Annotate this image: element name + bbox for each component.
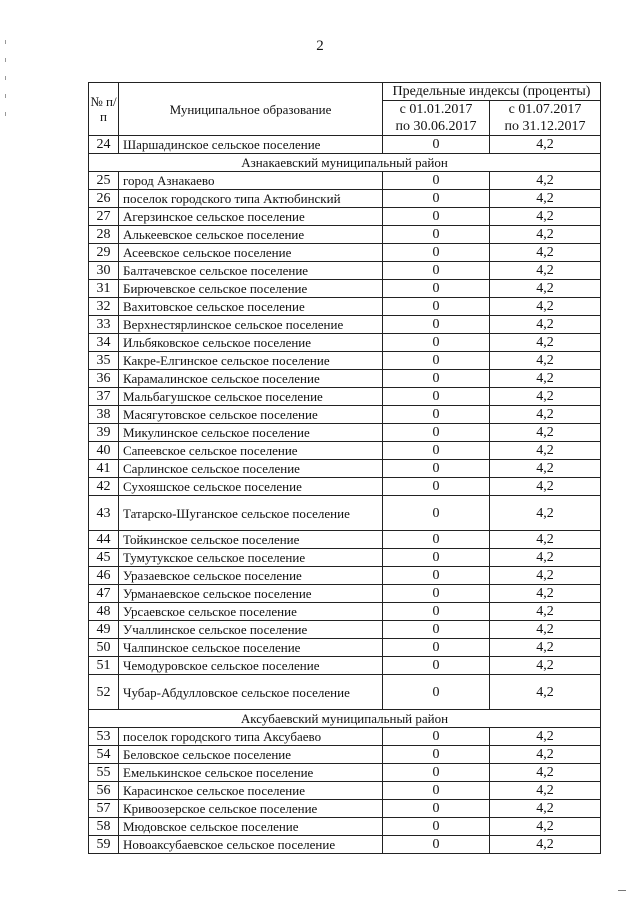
municipality-name: Асеевское сельское поселение [119, 244, 383, 262]
municipality-name: Шаршадинское сельское поселение [119, 136, 383, 154]
index-period-1: 0 [383, 746, 490, 764]
index-period-2: 4,2 [490, 208, 601, 226]
municipality-name: поселок городского типа Аксубаево [119, 728, 383, 746]
index-period-2: 4,2 [490, 424, 601, 442]
index-period-1: 0 [383, 549, 490, 567]
municipality-name: город Азнакаево [119, 172, 383, 190]
index-period-1: 0 [383, 316, 490, 334]
row-number: 25 [89, 172, 119, 190]
table-row [89, 388, 601, 406]
index-period-2: 4,2 [490, 316, 601, 334]
table-row [89, 818, 601, 836]
table-row [89, 675, 601, 710]
municipality-name: Ильбяковское сельское поселение [119, 334, 383, 352]
index-period-2: 4,2 [490, 406, 601, 424]
index-period-2: 4,2 [490, 136, 601, 154]
index-period-2: 4,2 [490, 746, 601, 764]
municipality-name: Татарско-Шуганское сельское поселение [119, 496, 383, 531]
index-period-2: 4,2 [490, 190, 601, 208]
index-period-1: 0 [383, 567, 490, 585]
table-row [89, 836, 601, 854]
table-row [89, 208, 601, 226]
row-number: 42 [89, 478, 119, 496]
table-row [89, 262, 601, 280]
row-number: 47 [89, 585, 119, 603]
index-period-2: 4,2 [490, 549, 601, 567]
index-period-1: 0 [383, 478, 490, 496]
table-row [89, 172, 601, 190]
municipality-name: Чубар-Абдулловское сельское поселение [119, 675, 383, 710]
municipality-name: Чемодуровское сельское поселение [119, 657, 383, 675]
index-period-1: 0 [383, 442, 490, 460]
table-row [89, 639, 601, 657]
index-period-2: 4,2 [490, 531, 601, 549]
row-number: 49 [89, 621, 119, 639]
municipality-name: Какре-Елгинское сельское поселение [119, 352, 383, 370]
index-period-1: 0 [383, 460, 490, 478]
index-period-2: 4,2 [490, 352, 601, 370]
index-period-1: 0 [383, 172, 490, 190]
index-period-2: 4,2 [490, 836, 601, 854]
table-row [89, 298, 601, 316]
row-number: 32 [89, 298, 119, 316]
header-num: № п/п [89, 83, 119, 136]
index-period-2: 4,2 [490, 334, 601, 352]
row-number: 36 [89, 370, 119, 388]
row-number: 45 [89, 549, 119, 567]
index-period-1: 0 [383, 621, 490, 639]
municipality-name: Тойкинское сельское поселение [119, 531, 383, 549]
row-number: 27 [89, 208, 119, 226]
index-period-2: 4,2 [490, 800, 601, 818]
row-number: 34 [89, 334, 119, 352]
row-number: 24 [89, 136, 119, 154]
row-number: 57 [89, 800, 119, 818]
row-number: 58 [89, 818, 119, 836]
table-row [89, 603, 601, 621]
index-period-1: 0 [383, 728, 490, 746]
header-period-2-to: по 31.12.2017 [504, 119, 586, 134]
table-row [89, 406, 601, 424]
index-period-2: 4,2 [490, 172, 601, 190]
index-period-1: 0 [383, 496, 490, 531]
index-period-2: 4,2 [490, 442, 601, 460]
index-period-1: 0 [383, 585, 490, 603]
index-period-2: 4,2 [490, 280, 601, 298]
index-period-1: 0 [383, 370, 490, 388]
row-number: 43 [89, 496, 119, 531]
table-row [89, 244, 601, 262]
municipality-name: Мюдовское сельское поселение [119, 818, 383, 836]
index-period-2: 4,2 [490, 585, 601, 603]
index-period-1: 0 [383, 782, 490, 800]
municipality-name: Балтачевское сельское поселение [119, 262, 383, 280]
index-period-1: 0 [383, 818, 490, 836]
row-number: 40 [89, 442, 119, 460]
index-period-1: 0 [383, 603, 490, 621]
row-number: 29 [89, 244, 119, 262]
table-row [89, 424, 601, 442]
index-period-2: 4,2 [490, 818, 601, 836]
table-row [89, 352, 601, 370]
municipality-name: поселок городского типа Актюбинский [119, 190, 383, 208]
table-row [89, 567, 601, 585]
index-period-2: 4,2 [490, 657, 601, 675]
row-number: 39 [89, 424, 119, 442]
municipality-name: Мальбагушское сельское поселение [119, 388, 383, 406]
table-row [89, 782, 601, 800]
table-row [89, 280, 601, 298]
table-row [89, 478, 601, 496]
corner-mark [618, 890, 626, 891]
index-period-1: 0 [383, 639, 490, 657]
row-number: 33 [89, 316, 119, 334]
row-number: 53 [89, 728, 119, 746]
index-period-1: 0 [383, 406, 490, 424]
table-row [89, 334, 601, 352]
index-period-1: 0 [383, 136, 490, 154]
row-number: 31 [89, 280, 119, 298]
row-number: 41 [89, 460, 119, 478]
index-period-2: 4,2 [490, 244, 601, 262]
table-header [89, 83, 601, 136]
index-period-2: 4,2 [490, 782, 601, 800]
municipality-name: Агерзинское сельское поселение [119, 208, 383, 226]
row-number: 35 [89, 352, 119, 370]
index-period-2: 4,2 [490, 496, 601, 531]
header-period-1-from: с 01.01.2017 [399, 102, 473, 117]
municipality-name: Масягутовское сельское поселение [119, 406, 383, 424]
index-period-1: 0 [383, 352, 490, 370]
municipality-name: Бирючевское сельское поселение [119, 280, 383, 298]
table-row [89, 136, 601, 154]
row-number: 48 [89, 603, 119, 621]
index-period-1: 0 [383, 836, 490, 854]
municipality-name: Верхнестярлинское сельское поселение [119, 316, 383, 334]
district-row [89, 154, 601, 172]
index-period-2: 4,2 [490, 639, 601, 657]
district-row [89, 710, 601, 728]
index-period-1: 0 [383, 244, 490, 262]
table-row [89, 585, 601, 603]
municipality-name: Урсаевское сельское поселение [119, 603, 383, 621]
table-row [89, 764, 601, 782]
table-row [89, 442, 601, 460]
row-number: 56 [89, 782, 119, 800]
index-period-2: 4,2 [490, 764, 601, 782]
header-municipality: Муниципальное образование [119, 83, 383, 136]
table-row [89, 190, 601, 208]
index-period-1: 0 [383, 298, 490, 316]
index-period-2: 4,2 [490, 478, 601, 496]
index-period-1: 0 [383, 262, 490, 280]
header-period-1-to: по 30.06.2017 [395, 119, 477, 134]
municipality-name: Сапеевское сельское поселение [119, 442, 383, 460]
table-row [89, 657, 601, 675]
row-number: 52 [89, 675, 119, 710]
index-period-1: 0 [383, 764, 490, 782]
page-number: 2 [316, 38, 324, 54]
municipality-name: Учаллинское сельское поселение [119, 621, 383, 639]
table-row [89, 746, 601, 764]
district-name: Аксубаевский муниципальный район [89, 710, 601, 728]
table-row [89, 226, 601, 244]
row-number: 37 [89, 388, 119, 406]
municipality-name: Урманаевское сельское поселение [119, 585, 383, 603]
index-period-2: 4,2 [490, 226, 601, 244]
municipality-name: Новоаксубаевское сельское поселение [119, 836, 383, 854]
municipality-name: Кривоозерское сельское поселение [119, 800, 383, 818]
index-period-1: 0 [383, 675, 490, 710]
municipality-name: Алькеевское сельское поселение [119, 226, 383, 244]
table-row [89, 549, 601, 567]
header-limit-indices: Предельные индексы (проценты) [383, 83, 601, 101]
indices-table [88, 82, 601, 854]
index-period-2: 4,2 [490, 388, 601, 406]
row-number: 44 [89, 531, 119, 549]
index-period-1: 0 [383, 800, 490, 818]
index-period-2: 4,2 [490, 621, 601, 639]
municipality-name: Вахитовское сельское поселение [119, 298, 383, 316]
row-number: 26 [89, 190, 119, 208]
index-period-1: 0 [383, 531, 490, 549]
municipality-name: Тумутукское сельское поселение [119, 549, 383, 567]
municipality-name: Чалпинское сельское поселение [119, 639, 383, 657]
header-period-1 [383, 101, 490, 136]
index-period-1: 0 [383, 424, 490, 442]
index-period-1: 0 [383, 226, 490, 244]
municipality-name: Карамалинское сельское поселение [119, 370, 383, 388]
index-period-2: 4,2 [490, 370, 601, 388]
table-row [89, 531, 601, 549]
table-body [89, 136, 601, 854]
index-period-2: 4,2 [490, 603, 601, 621]
row-number: 28 [89, 226, 119, 244]
table-row [89, 370, 601, 388]
municipality-name: Уразаевское сельское поселение [119, 567, 383, 585]
index-period-2: 4,2 [490, 675, 601, 710]
index-period-2: 4,2 [490, 262, 601, 280]
municipality-name: Беловское сельское поселение [119, 746, 383, 764]
index-period-1: 0 [383, 190, 490, 208]
table-row [89, 621, 601, 639]
municipality-name: Сухояшское сельское поселение [119, 478, 383, 496]
header-period-2-from: с 01.07.2017 [508, 102, 582, 117]
municipality-name: Сарлинское сельское поселение [119, 460, 383, 478]
row-number: 50 [89, 639, 119, 657]
row-number: 59 [89, 836, 119, 854]
municipality-name: Карасинское сельское поселение [119, 782, 383, 800]
row-number: 46 [89, 567, 119, 585]
district-name: Азнакаевский муниципальный район [89, 154, 601, 172]
index-period-1: 0 [383, 334, 490, 352]
index-period-1: 0 [383, 208, 490, 226]
index-period-2: 4,2 [490, 460, 601, 478]
index-period-2: 4,2 [490, 728, 601, 746]
index-period-2: 4,2 [490, 567, 601, 585]
index-period-1: 0 [383, 280, 490, 298]
row-number: 30 [89, 262, 119, 280]
row-number: 38 [89, 406, 119, 424]
table-row [89, 316, 601, 334]
header-period-2 [490, 101, 601, 136]
index-period-2: 4,2 [490, 298, 601, 316]
row-number: 55 [89, 764, 119, 782]
index-period-1: 0 [383, 657, 490, 675]
index-period-1: 0 [383, 388, 490, 406]
table-row [89, 800, 601, 818]
table-row [89, 728, 601, 746]
municipality-name: Микулинское сельское поселение [119, 424, 383, 442]
row-number: 51 [89, 657, 119, 675]
row-number: 54 [89, 746, 119, 764]
table-row [89, 460, 601, 478]
municipality-name: Емелькинское сельское поселение [119, 764, 383, 782]
table-row [89, 496, 601, 531]
